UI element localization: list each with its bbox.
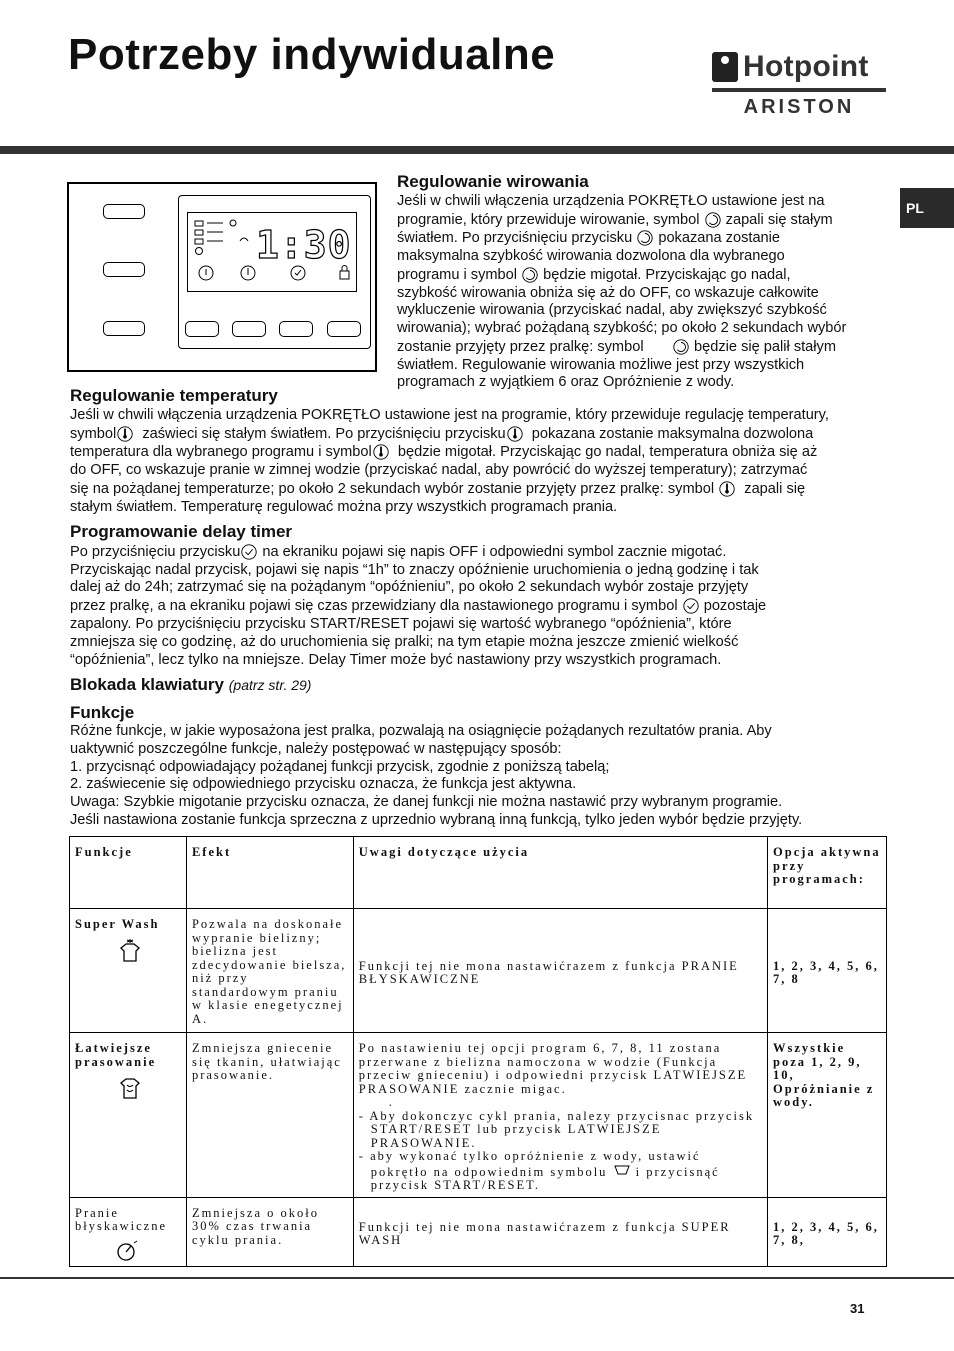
text-line: maksymalna szybkość wirowania dozwolona dla wybranego	[397, 248, 785, 265]
function-name: Super Wash	[75, 917, 160, 931]
quick-wash-icon	[115, 1240, 141, 1262]
note-bullet: - Aby dokonczyc cykl prania, nalezy przycisnac przycisk START/RESET lub przycisk LATWIEJSZE PRASOWANIE.	[358, 1108, 755, 1150]
text-line: Jeśli w chwili włączenia urządzenia POKRĘTŁO ustawione jest na	[397, 193, 825, 209]
function-name-cell	[70, 909, 187, 1033]
text-line: Uwaga: Szybkie migotanie przycisku oznacza, że danej funkcji nie można nastawić przy wybranym programie.	[70, 794, 783, 811]
page-number: 31	[850, 1301, 865, 1316]
language-tab: PL	[900, 188, 954, 228]
table-header: Opcja aktywna przy programach:	[768, 837, 887, 909]
table-row	[70, 1197, 887, 1266]
text-line: zmniejsza się co godzinę, aż do uruchomienia się pralki; na tym etapie można jeszcze zmienić wielkość	[70, 633, 739, 650]
delay-timer-icon	[682, 597, 700, 615]
table-row	[70, 909, 887, 1033]
text-line: zapalony. Po przyciśnięciu przycisku START/RESET pojawi się wartość wybranego “opóźnienia”, które	[70, 615, 732, 632]
table-header-row	[70, 837, 887, 909]
text-line: światłem. Po przyciśnięciu przycisku pokazana zostanie	[397, 230, 781, 247]
text-line: szybkość wirowania obniża się aż do OFF, co wskazuje całkowite	[397, 284, 819, 301]
text-line: Przyciskając nadal przycisk, pojawi się napis “1h” to znaczy opóźnienie uruchomienia o jedną godzinę i tak	[70, 561, 759, 578]
function-effect: Zmniejsza gniecenie się tkanin, ułatwiając prasowanie.	[186, 1033, 353, 1198]
functions-table	[69, 836, 887, 1267]
table-header: Efekt	[186, 837, 353, 909]
section-heading-spin: Regulowanie wirowania	[397, 172, 589, 191]
function-name: Pranie błyskawiczne	[75, 1205, 168, 1233]
program-phase-icons	[193, 219, 253, 259]
text-line: programach z wyjątkiem 6 oraz Opróżnienie z wody.	[397, 374, 735, 391]
panel-display	[178, 195, 371, 349]
brand-logo	[712, 52, 886, 128]
text-line: wykluczenie wirowania (przyciskać nadal, aby zwiększyć szybkość	[397, 302, 827, 319]
logo-divider	[712, 88, 886, 92]
text-line: Jeśli w chwili włączenia urządzenia POKRĘTŁO ustawione jest na programie, który przewiduje regulację temperatury,	[70, 407, 829, 423]
section-heading-functions: Funkcje	[70, 703, 135, 722]
section-heading-temperature: Regulowanie temperatury	[70, 386, 278, 405]
section-body-delay-timer	[70, 543, 888, 669]
footer-rule	[0, 1277, 954, 1279]
brand-sub: ARISTON	[743, 96, 855, 118]
section-body-functions	[70, 723, 880, 830]
text-line: Różne funkcje, w jakie wyposażona jest pralka, pozwalają na osiągnięcie pożądanych rezultatów prania. Aby	[70, 723, 772, 739]
function-programs: 1, 2, 3, 4, 5, 6, 7, 8	[768, 909, 887, 1033]
brand-name: Hotpoint	[743, 50, 869, 83]
display-screen	[187, 212, 357, 292]
text-line: światłem. Regulowanie wirowania możliwe jest przy wszystkich	[397, 356, 805, 373]
display-button	[279, 321, 313, 337]
function-notes: Funkcji tej nie mona nastawićrazem z funkcja SUPER WASH	[353, 1197, 767, 1266]
thermometer-icon	[116, 425, 134, 443]
text-line: przez pralkę, a na ekraniku pojawi się czas przewidziany dla nastawionego programu i symbol pozostaje	[70, 598, 767, 615]
thermometer-icon	[718, 480, 736, 498]
text-line: uaktywnić poszczególne funkcje, należy postępować w następujący sposób:	[70, 740, 562, 757]
note-text: Po nastawieniu tej opcji program 6, 7, 8, 11 zostana przerwane z bielizna namoczona w wodzie (Funkcja przeciw gnieceniu) i odpowiedni przycisk LATWIEJSZE PRASOWANIE zacznie migac.	[358, 1041, 748, 1096]
table-header: Uwagi dotyczące użycia	[353, 837, 767, 909]
section-body-temperature	[70, 407, 878, 516]
display-button	[327, 321, 361, 337]
text-line: do OFF, co wskazuje pranie w zimnej wodzie (przyciskać nadal, aby powrócić do wyższej temperatury); zatrzymać	[70, 462, 808, 479]
header-rule	[0, 146, 954, 154]
spin-icon	[636, 229, 654, 247]
text-line: 1. przycisnąć odpowiadający pożądanej funkcji przycisk, zgodnie z poniższą tabelą;	[70, 758, 610, 775]
section-heading-key-lock: Blokada klawiatury (patrz str. 29)	[70, 675, 312, 694]
spin-icon	[672, 338, 690, 356]
delay-timer-icon	[240, 543, 258, 561]
note-bullet: - aby wykonać tylko opróżnienie z wody, ustawić pokrętło na odpowiednim symbolu i przycisnąć przycisk START/RESET.	[358, 1149, 720, 1192]
spin-icon	[521, 266, 539, 284]
control-panel-illustration	[67, 182, 377, 372]
thermometer-icon	[372, 443, 390, 461]
function-programs: Wszystkie poza 1, 2, 9, 10, Opróżnianie z wody.	[768, 1033, 887, 1198]
text-line: wirowania); wybrać pożądaną szybkość; po około 2 sekundach wybór	[397, 320, 847, 337]
table-header: Funkcje	[70, 837, 187, 909]
text-line: Po przyciśnięciu przycisku na ekraniku pojawi się napis OFF i odpowiedni symbol zacznie migotać.	[70, 543, 727, 560]
function-name-cell	[70, 1197, 187, 1266]
drain-icon	[613, 1164, 631, 1176]
function-name: Łatwiejsze prasowanie	[75, 1041, 157, 1069]
display-button	[185, 321, 219, 337]
table-row	[70, 1033, 887, 1198]
text-line: 2. zaświecenie się odpowiedniego przycisku oznacza, że funkcja jest aktywna.	[70, 776, 577, 793]
key-lock-page-ref: (patrz str. 29)	[228, 677, 312, 693]
function-effect: Pozwala na doskonałe wypranie bielizny; bielizna jest zdecydowanie bielsza, niż przy standardowym praniu w klasie enegetycznej A.	[186, 909, 353, 1033]
hotpoint-logo-icon	[712, 52, 738, 82]
text-line: stałym światłem. Temperaturę regulować można przy wszystkich programach prania.	[70, 498, 618, 515]
thermometer-icon	[506, 425, 524, 443]
function-programs: 1, 2, 3, 4, 5, 6, 7, 8,	[768, 1197, 887, 1266]
panel-button	[103, 204, 145, 219]
note-dot: .	[388, 1095, 394, 1109]
section-body-spin	[397, 193, 882, 392]
panel-button	[103, 262, 145, 277]
super-wash-icon	[115, 938, 145, 966]
page-title: Potrzeby indywidualne	[68, 30, 556, 79]
text-line: temperatura dla wybranego programu i symbol będzie migotał. Przyciskając go nadal, temperatura obniża się aż	[70, 444, 818, 461]
display-button	[232, 321, 266, 337]
text-line: się na pożądanej temperaturze; po około 2 sekundach wybór zostanie przyjęty przez pralkę: symbol zapali się	[70, 480, 806, 497]
function-effect: Zmniejsza o około 30% czas trwania cyklu prania.	[186, 1197, 353, 1266]
display-digits: 1:30	[256, 223, 352, 267]
text-line: symbol zaświeci się stałym światłem. Po przyciśnięciu przycisku pokazana zostanie maksymalna dozwolona	[70, 425, 814, 442]
section-heading-delay-timer: Programowanie delay timer	[70, 522, 293, 541]
text-line: zostanie przyjęty przez pralkę: symbol będzie się palił stałym	[397, 338, 836, 355]
text-line: Jeśli nastawiona zostanie funkcja sprzeczna z uprzednio wybraną inną funkcją, tylko jeden wybór będzie przyjęty.	[70, 811, 803, 828]
function-name-cell	[70, 1033, 187, 1198]
text-line: programu i symbol będzie migotał. Przyciskając go nadal,	[397, 266, 791, 283]
text-line: dalej aż do 24h; zatrzymać się na pożądanym “opóźnieniu”, po około 2 sekundach wybór zostaje przyjęty	[70, 579, 749, 596]
panel-button	[103, 321, 145, 336]
function-notes	[353, 1033, 767, 1198]
text-line: programie, który przewiduje wirowanie, symbol zapali się stałym	[397, 211, 833, 228]
display-symbol-row	[188, 263, 356, 289]
spin-icon	[704, 211, 722, 229]
function-notes: Funkcji tej nie mona nastawićrazem z funkcja PRANIE BŁYSKAWICZNE	[353, 909, 767, 1033]
text-line: “opóźnienia”, lecz tylko na mniejsze. Delay Timer może być nastawiony przy wszystkich programach.	[70, 651, 722, 668]
easy-iron-icon	[115, 1075, 145, 1103]
